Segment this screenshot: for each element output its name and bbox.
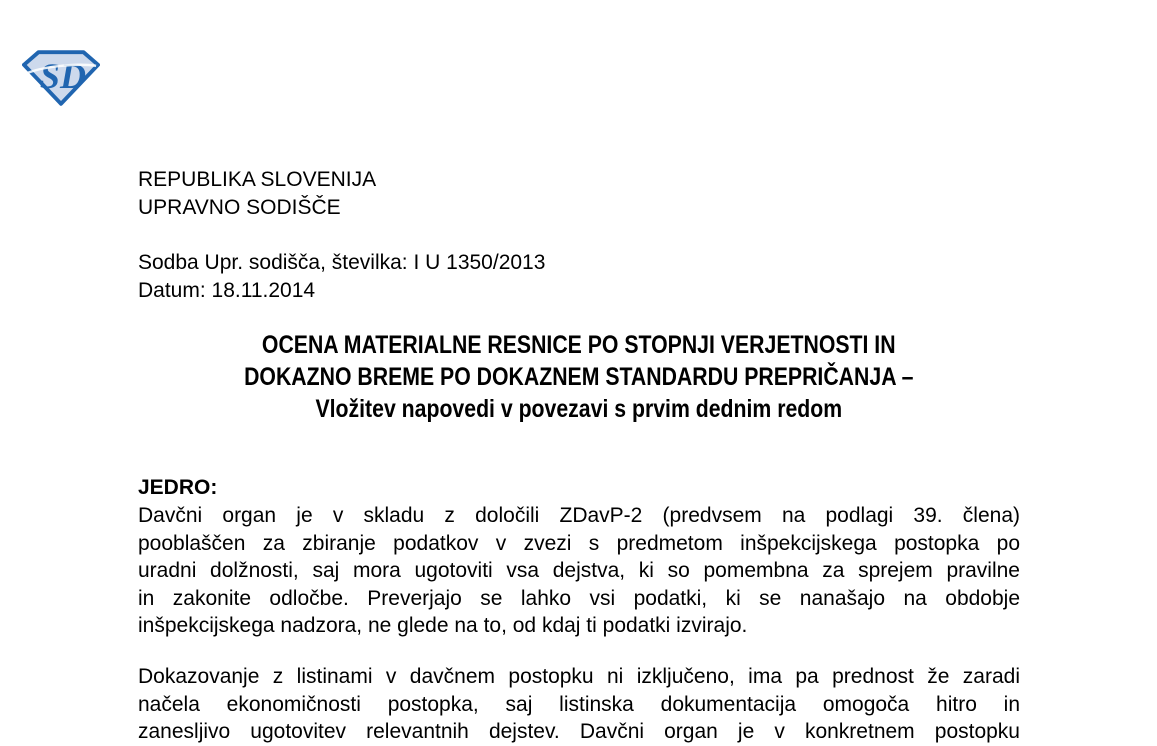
- logo-letters: SD: [39, 56, 87, 97]
- paragraph-line: in zakonite odločbe. Preverjajo se lahko vsi podatki, ki se nanašajo na obdobje: [138, 586, 1020, 610]
- document-title: [138, 329, 1020, 425]
- header-country: REPUBLIKA SLOVENIJA: [138, 168, 377, 191]
- paragraph-line: uradni dolžnosti, saj mora ugotoviti vsa dejstva, ki so pomembna za sprejem pravilne: [138, 559, 1020, 582]
- paragraph-line: pooblaščen za zbiranje podatkov v zvezi s predmetom inšpekcijskega postopka po: [138, 531, 1020, 555]
- paragraph-line: inšpekcijskega nadzora, ne glede na to, od kdaj ti podatki izvirajo.: [138, 614, 748, 637]
- title-line-3: Vložitev napovedi v povezavi s prvim dednim redom: [315, 395, 843, 423]
- court-sd-logo-icon: [22, 49, 100, 106]
- case-date-line: Datum: 18.11.2014: [138, 278, 316, 302]
- title-line-2: DOKAZNO BREME PO DOKAZNEM STANDARDU PREPRIČANJA –: [244, 363, 914, 391]
- jedro-paragraph-2: [138, 663, 1020, 746]
- court-header: [138, 166, 1020, 222]
- section-label-jedro: JEDRO:: [138, 476, 218, 499]
- title-line-1: OCENA MATERIALNE RESNICE PO STOPNJI VERJETNOSTI IN: [262, 331, 896, 359]
- jedro-paragraph-1: [138, 502, 1020, 640]
- case-number-line: Sodba Upr. sodišča, številka: I U 1350/2013: [138, 251, 546, 274]
- paragraph-line: zanesljivo ugotovitev relevantnih dejstev. Davčni organ je v konkretnem postopku: [138, 720, 1020, 743]
- paragraph-line: Davčni organ je v skladu z določili ZDavP-2 (predvsem na podlagi 39. člena): [138, 504, 1020, 527]
- paragraph-line: načela ekonomičnosti postopka, saj listinska dokumentacija omogoča hitro in: [138, 692, 1020, 716]
- header-court: UPRAVNO SODIŠČE: [138, 196, 341, 219]
- case-info: [138, 249, 1020, 304]
- paragraph-line: Dokazovanje z listinami v davčnem postopku ni izključeno, ima pa prednost že zaradi: [138, 665, 1020, 688]
